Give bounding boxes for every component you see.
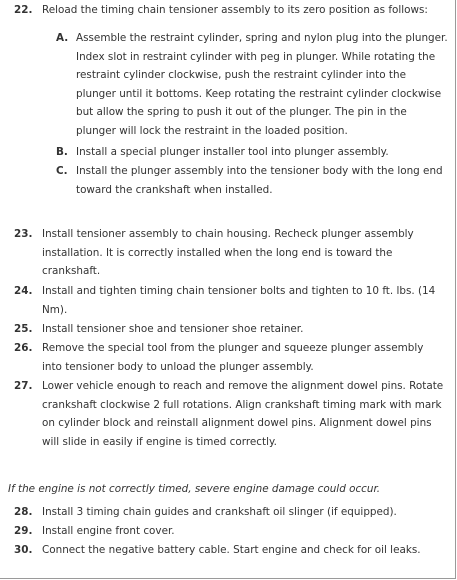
step-22-a xyxy=(56,29,448,141)
step-number: 27. xyxy=(14,380,33,392)
step-30 xyxy=(14,541,446,560)
step-text: Reload the timing chain tensioner assembly to its zero position as follows: xyxy=(42,4,428,16)
step-text: Connect the negative battery cable. Start engine and check for oil leaks. xyxy=(42,544,421,556)
step-26 xyxy=(14,339,446,376)
step-number: 28. xyxy=(14,506,33,518)
substep-letter: A. xyxy=(56,32,69,44)
step-28 xyxy=(14,503,446,522)
step-number: 30. xyxy=(14,544,33,556)
step-number: 26. xyxy=(14,342,33,354)
step-text: Install 3 timing chain guides and crankshaft oil slinger (if equipped). xyxy=(42,506,397,518)
step-22-b xyxy=(56,143,448,162)
step-24 xyxy=(14,282,446,319)
step-22-c xyxy=(56,162,448,199)
step-number: 23. xyxy=(14,228,33,240)
step-23 xyxy=(14,225,446,281)
substep-letter: C. xyxy=(56,165,68,177)
substep-text: Install a special plunger installer tool into plunger assembly. xyxy=(76,146,389,158)
step-text: Install and tighten timing chain tensioner bolts and tighten to 10 ft. lbs. (14 Nm). xyxy=(42,285,436,316)
step-text: Install tensioner assembly to chain housing. Recheck plunger assembly installation. It is correctly installed when the long end is toward the crankshaft. xyxy=(42,228,414,278)
step-number: 29. xyxy=(14,525,33,537)
substep-text: Assemble the restraint cylinder, spring and nylon plug into the plunger. Index slot in restraint cylinder with peg in plunger. While rotating the restraint cylinder clockwise, push the restraint cylinder into the plunger until it bottoms. Keep rotating the restraint cylinder clockwise but allow the spring to push it out of the plunger. The pin in the plunger will lock the restraint in the loaded position. xyxy=(76,32,448,137)
step-text: Lower vehicle enough to reach and remove the alignment dowel pins. Rotate crankshaft clockwise 2 full rotations. Align crankshaft timing mark with mark on cylinder block and reinstall alignment dowel pins. Alignment dowel pins will slide in easily if engine is timed correctly. xyxy=(42,380,444,448)
step-25 xyxy=(14,320,446,339)
step-27 xyxy=(14,377,446,451)
step-text: Remove the special tool from the plunger and squeeze plunger assembly into tensioner body to unload the plunger assembly. xyxy=(42,342,424,373)
step-22 xyxy=(14,1,446,20)
step-29 xyxy=(14,522,446,541)
step-text: Install tensioner shoe and tensioner shoe retainer. xyxy=(42,323,304,335)
step-number: 24. xyxy=(14,285,33,297)
step-text: Install engine front cover. xyxy=(42,525,175,537)
warning-note: If the engine is not correctly timed, severe engine damage could occur. xyxy=(8,483,381,495)
step-number: 22. xyxy=(14,4,33,16)
substep-letter: B. xyxy=(56,146,68,158)
step-number: 25. xyxy=(14,323,33,335)
substep-text: Install the plunger assembly into the tensioner body with the long end toward the crankshaft when installed. xyxy=(76,165,443,196)
